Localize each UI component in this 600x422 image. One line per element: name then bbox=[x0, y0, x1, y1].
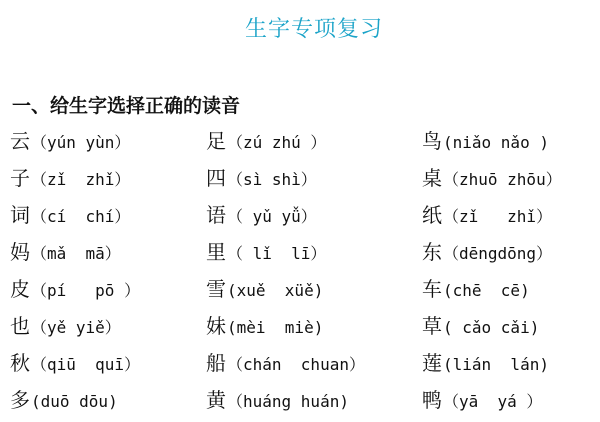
pinyin-options: （pí pō ） bbox=[31, 281, 141, 300]
exercise-item bbox=[206, 200, 317, 232]
exercise-row bbox=[10, 311, 600, 348]
exercise-item bbox=[422, 163, 562, 195]
character: 足 bbox=[206, 129, 226, 153]
exercise-item bbox=[206, 311, 323, 343]
character: 里 bbox=[206, 240, 226, 264]
character: 词 bbox=[10, 203, 30, 227]
character: 车 bbox=[422, 277, 442, 301]
pinyin-options: （yā yá ） bbox=[443, 392, 543, 411]
exercise-row bbox=[10, 237, 600, 274]
pinyin-options: （dēngdōng） bbox=[443, 244, 553, 263]
pinyin-options: （ lǐ lī） bbox=[227, 244, 327, 263]
exercise-item bbox=[10, 274, 140, 306]
pinyin-options: （zǐ zhǐ） bbox=[31, 170, 131, 189]
exercise-item bbox=[422, 200, 552, 232]
character: 莲 bbox=[422, 351, 442, 375]
exercise-item bbox=[10, 163, 130, 195]
character: 桌 bbox=[422, 166, 442, 190]
exercise-row bbox=[10, 274, 600, 311]
pinyin-options: (mèi miè) bbox=[227, 318, 324, 337]
pinyin-exercise-grid bbox=[10, 126, 600, 422]
exercise-row bbox=[10, 200, 600, 237]
pinyin-options: （mǎ mā） bbox=[31, 244, 121, 263]
exercise-row bbox=[10, 126, 600, 163]
pinyin-options: (chē cē) bbox=[443, 281, 530, 300]
exercise-item bbox=[10, 126, 130, 158]
pinyin-options: （zhuō zhōu） bbox=[443, 170, 562, 189]
pinyin-options: (duō dōu) bbox=[31, 392, 118, 411]
pinyin-options: （chán chuan） bbox=[227, 355, 365, 374]
exercise-item bbox=[422, 311, 539, 343]
character: 雪 bbox=[206, 277, 226, 301]
exercise-item bbox=[206, 126, 326, 158]
character: 船 bbox=[206, 351, 226, 375]
character: 鸟 bbox=[422, 129, 442, 153]
exercise-row bbox=[10, 163, 600, 200]
pinyin-options: (niǎo nǎo ) bbox=[443, 133, 549, 152]
exercise-item bbox=[206, 385, 349, 417]
pinyin-options: （qiū quī） bbox=[31, 355, 141, 374]
exercise-item bbox=[206, 163, 317, 195]
character: 秋 bbox=[10, 351, 30, 375]
exercise-item bbox=[422, 237, 552, 269]
character: 云 bbox=[10, 129, 30, 153]
page-title: 生字专项复习 bbox=[244, 17, 383, 42]
pinyin-options: （yě yiě） bbox=[31, 318, 121, 337]
exercise-item bbox=[10, 385, 118, 417]
exercise-item bbox=[10, 311, 121, 343]
pinyin-options: （huáng huán) bbox=[227, 392, 349, 411]
pinyin-options: (lián lán) bbox=[443, 355, 549, 374]
exercise-row bbox=[10, 385, 600, 422]
character: 语 bbox=[206, 203, 226, 227]
character: 妹 bbox=[206, 314, 226, 338]
character: 多 bbox=[10, 388, 30, 412]
exercise-item bbox=[422, 126, 549, 158]
character: 四 bbox=[206, 166, 226, 190]
character: 黄 bbox=[206, 388, 226, 412]
pinyin-options: （sì shì） bbox=[227, 170, 317, 189]
pinyin-options: ( cǎo cǎi) bbox=[443, 318, 540, 337]
character: 鸭 bbox=[422, 388, 442, 412]
pinyin-options: （zǐ zhǐ） bbox=[443, 207, 553, 226]
exercise-item bbox=[422, 274, 530, 306]
exercise-item bbox=[10, 348, 140, 380]
exercise-item bbox=[206, 274, 323, 306]
exercise-item bbox=[206, 237, 326, 269]
pinyin-options: （zú zhú ） bbox=[227, 133, 327, 152]
exercise-row bbox=[10, 348, 600, 385]
character: 也 bbox=[10, 314, 30, 338]
exercise-item bbox=[422, 385, 542, 417]
character: 皮 bbox=[10, 277, 30, 301]
exercise-item bbox=[10, 200, 130, 232]
pinyin-options: （cí chí） bbox=[31, 207, 131, 226]
section-heading: 一、给生字选择正确的读音 bbox=[12, 95, 241, 117]
exercise-item bbox=[206, 348, 365, 380]
character: 东 bbox=[422, 240, 442, 264]
pinyin-options: （yún yùn） bbox=[31, 133, 131, 152]
exercise-item bbox=[10, 237, 121, 269]
character: 纸 bbox=[422, 203, 442, 227]
character: 草 bbox=[422, 314, 442, 338]
pinyin-options: （ yǔ yǚ） bbox=[227, 207, 317, 226]
pinyin-options: (xuě xüě) bbox=[227, 281, 324, 300]
character: 子 bbox=[10, 166, 30, 190]
exercise-item bbox=[422, 348, 549, 380]
character: 妈 bbox=[10, 240, 30, 264]
